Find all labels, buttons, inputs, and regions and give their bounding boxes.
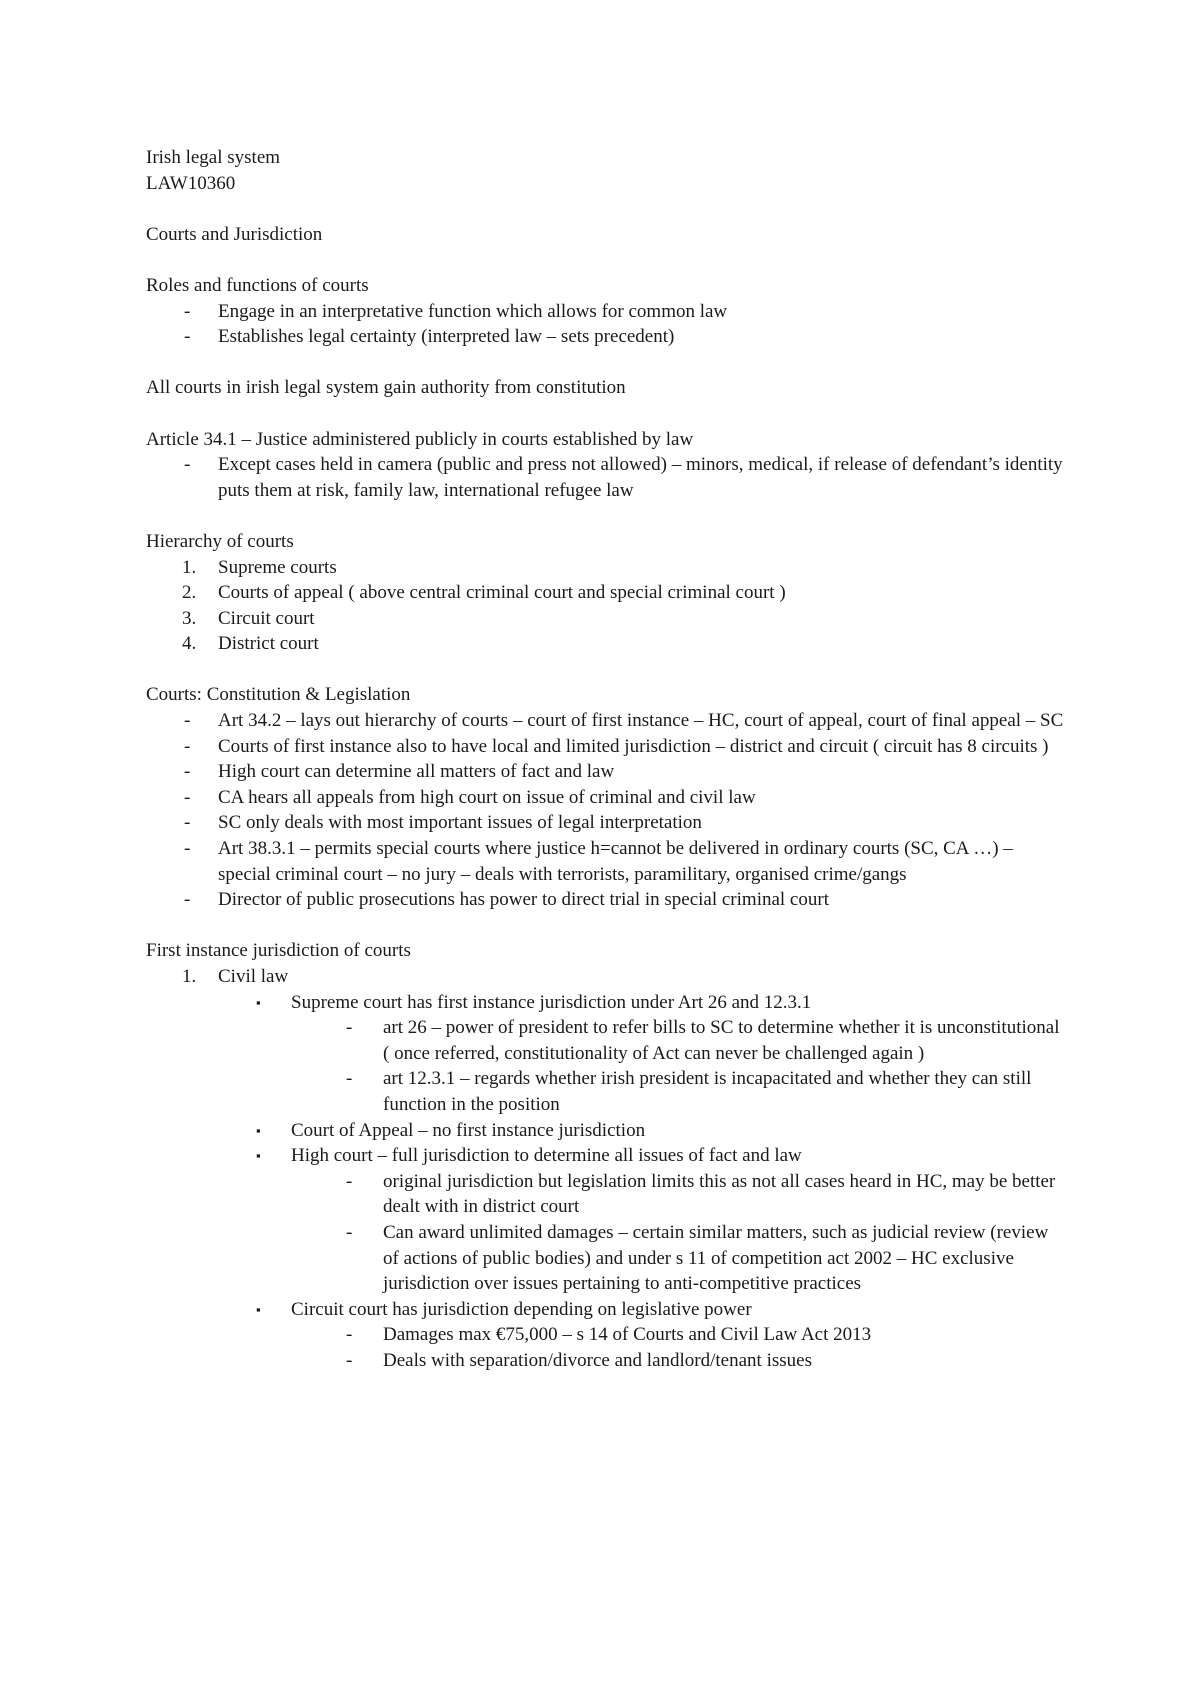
sub-list-item [146,1015,1066,1066]
list-item-text: Art 38.3.1 – permits special courts where justice h=cannot be delivered in ordinary courts (SC, CA …) – special criminal court – no jury – deals with terrorists, paramilitary, organised crime/gangs [218,838,1013,885]
dash-marker: - [184,761,191,783]
hierarchy-heading: Hierarchy of courts [146,530,294,552]
dash-marker: - [184,889,191,911]
first-instance-heading: First instance jurisdiction of courts [146,940,411,962]
numbered-item [146,631,1066,657]
roles-heading: Roles and functions of courts [146,274,369,296]
sub-list-item [146,1169,1066,1220]
numbered-item [146,580,1066,606]
list-item-text: Court of Appeal – no first instance jurisdiction [291,1119,646,1141]
dash-marker: - [346,1221,353,1243]
dash-marker: - [184,735,191,757]
list-item [146,452,1066,503]
dash-marker: - [184,710,191,732]
item-number: 4. [182,633,197,655]
square-bullet-icon: ▪ [256,1301,261,1317]
dash-marker: - [184,786,191,808]
list-item-text: Director of public prosecutions has power to direct trial in special criminal court [218,889,829,911]
list-item-text: Civil law [218,966,289,987]
list-item-text: High court – full jurisdiction to determine all issues of fact and law [291,1145,802,1167]
authority-paragraph: All courts in irish legal system gain authority from constitution [146,377,626,399]
list-item-text: Engage in an interpretative function which allows for common law [218,300,728,322]
list-item-text: Circuit court [218,607,315,629]
dash-marker: - [184,838,191,860]
item-number: 1. [182,966,197,987]
sub-list-item [146,1066,1066,1117]
list-item-text: Art 34.2 – lays out hierarchy of courts – court of first instance – HC, court of appeal, court of final appeal – SC [218,710,1064,732]
section-title: Courts and Jurisdiction [146,223,323,245]
list-item-text: Establishes legal certainty (interpreted law – sets precedent) [218,326,675,348]
list-item [146,708,1066,734]
item-number: 3. [182,607,197,629]
dash-marker: - [346,1068,353,1090]
list-item-text: Deals with separation/divorce and landlord/tenant issues [383,1349,812,1371]
list-item [146,836,1066,887]
list-item-text: Except cases held in camera (public and press not allowed) – minors, medical, if release of defendant’s identity puts them at risk, family law, international refugee law [218,454,1063,501]
document-title: Irish legal system [146,147,281,168]
numbered-item [146,555,1066,581]
square-bullet-icon: ▪ [256,994,261,1010]
bullet-item [146,990,1066,1016]
list-item [146,759,1066,785]
list-item-text: CA hears all appeals from high court on issue of criminal and civil law [218,786,756,808]
bullet-item [146,1143,1066,1169]
list-item-text: art 26 – power of president to refer bills to SC to determine whether it is unconstitutional ( once referred, constitutionality of Act can never be challenged again ) [383,1017,1060,1064]
list-item-text: Courts of first instance also to have local and limited jurisdiction – district and circuit ( circuit has 8 circuits ) [218,735,1049,757]
item-number: 1. [182,556,197,578]
constitution-heading: Courts: Constitution & Legislation [146,684,411,706]
dash-marker: - [184,300,191,322]
list-item-text: Damages max €75,000 – s 14 of Courts and Civil Law Act 2013 [383,1324,872,1346]
list-item-text: Can award unlimited damages – certain similar matters, such as judicial review (review of actions of public bodies) and under s 11 of competition act 2002 – HC exclusive jurisdiction over issues pertaining to anti-competitive practices [383,1221,1049,1295]
numbered-item [146,964,1066,990]
dash-marker: - [184,326,191,348]
dash-marker: - [346,1349,353,1371]
sub-list-item [146,1348,1066,1374]
bullet-item [146,1118,1066,1144]
dash-marker: - [346,1017,353,1039]
list-item [146,785,1066,811]
list-item [146,299,1066,325]
list-item [146,810,1066,836]
course-code: LAW10360 [146,172,236,194]
dash-marker: - [184,454,191,476]
dash-marker: - [346,1170,353,1192]
square-bullet-icon: ▪ [256,1122,261,1138]
list-item-text: SC only deals with most important issues of legal interpretation [218,812,702,834]
list-item [146,324,1066,350]
list-item-text: Supreme court has first instance jurisdiction under Art 26 and 12.3.1 [291,991,812,1013]
document-page [146,145,1066,1374]
list-item [146,734,1066,760]
article-heading: Article 34.1 – Justice administered publicly in courts established by law [146,428,694,450]
square-bullet-icon: ▪ [256,1148,261,1164]
bullet-item [146,1297,1066,1323]
list-item-text: original jurisdiction but legislation limits this as not all cases heard in HC, may be better dealt with in district court [383,1170,1056,1218]
list-item-text: Courts of appeal ( above central criminal court and special criminal court ) [218,582,786,604]
list-item-text: art 12.3.1 – regards whether irish president is incapacitated and whether they can still function in the position [383,1068,1032,1115]
list-item-text: Circuit court has jurisdiction depending on legislative power [291,1298,752,1320]
item-number: 2. [182,582,197,604]
list-item-text: District court [218,633,319,655]
dash-marker: - [184,812,191,834]
sub-list-item [146,1322,1066,1348]
sub-list-item [146,1220,1066,1297]
numbered-item [146,606,1066,632]
list-item-text: Supreme courts [218,556,337,578]
dash-marker: - [346,1324,353,1346]
list-item [146,887,1066,913]
list-item-text: High court can determine all matters of fact and law [218,761,615,783]
